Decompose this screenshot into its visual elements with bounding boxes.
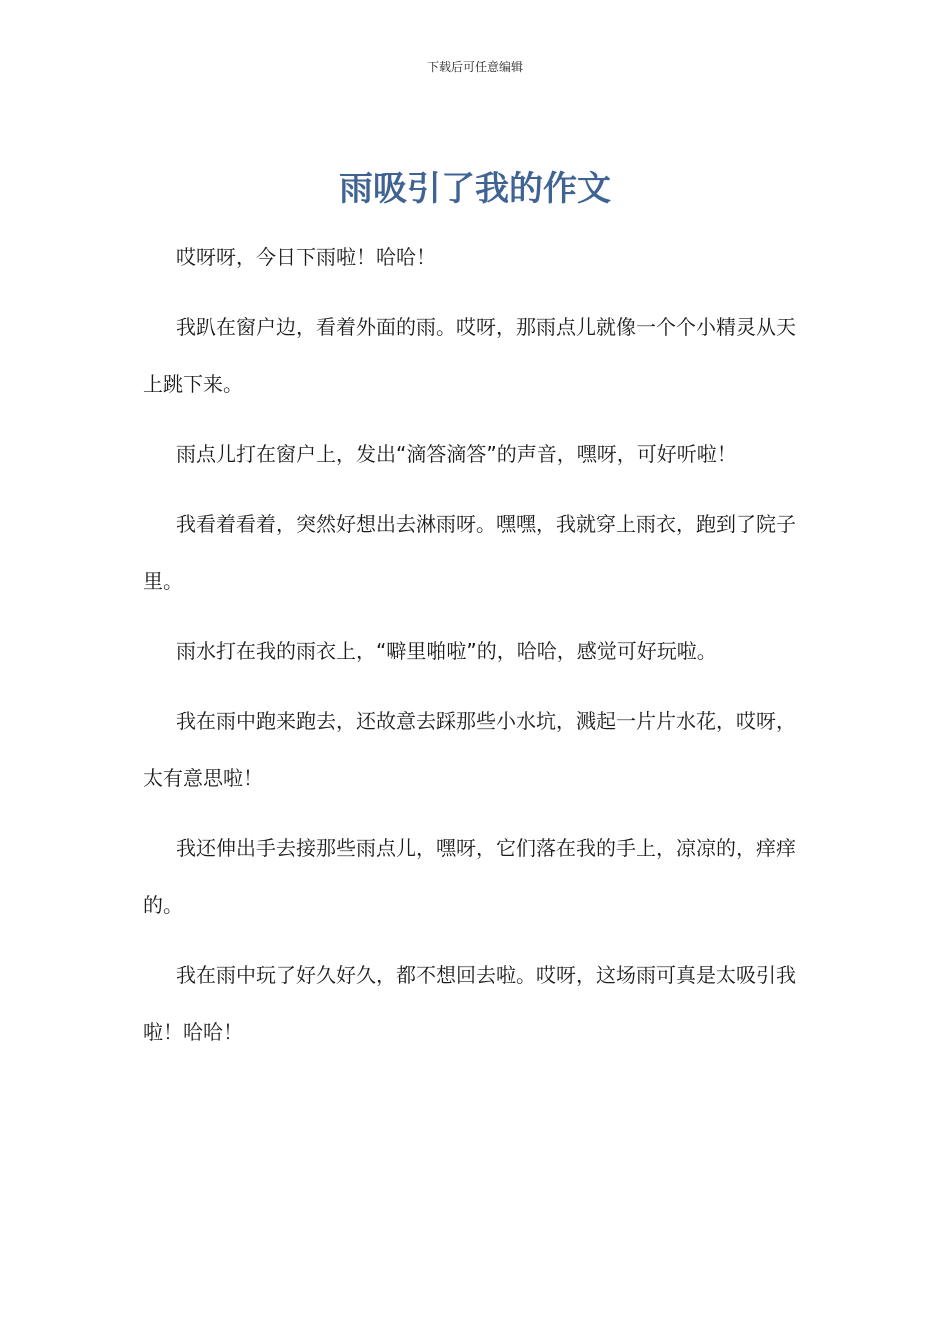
header-note: 下载后可任意编辑: [426, 60, 523, 74]
paragraph: 我趴在窗户边，看着外面的雨。哎呀，那雨点儿就像一个个小精灵从天上跳下来。: [143, 315, 796, 396]
paragraph: 雨水打在我的雨衣上，“噼里啪啦”的，哈哈，感觉可好玩啦。: [176, 639, 717, 663]
document-title: 雨吸引了我的作文: [339, 169, 611, 209]
paragraph: 哎呀呀，今日下雨啦！哈哈！: [176, 245, 436, 269]
paragraph: 我在雨中跑来跑去，还故意去踩那些小水坑，溅起一片片水花，哎呀，太有意思啦！: [143, 709, 796, 790]
paragraph: 雨点儿打在窗户上，发出“滴答滴答”的声音，嘿呀，可好听啦！: [176, 442, 737, 466]
paragraph: 我看着看着，突然好想出去淋雨呀。嘿嘿，我就穿上雨衣，跑到了院子里。: [143, 512, 796, 593]
paragraph: 我还伸出手去接那些雨点儿，嘿呀，它们落在我的手上，凉凉的，痒痒的。: [143, 836, 796, 917]
paragraph: 我在雨中玩了好久好久，都不想回去啦。哎呀，这场雨可真是太吸引我啦！哈哈！: [143, 963, 796, 1044]
document-body: [143, 229, 807, 1074]
